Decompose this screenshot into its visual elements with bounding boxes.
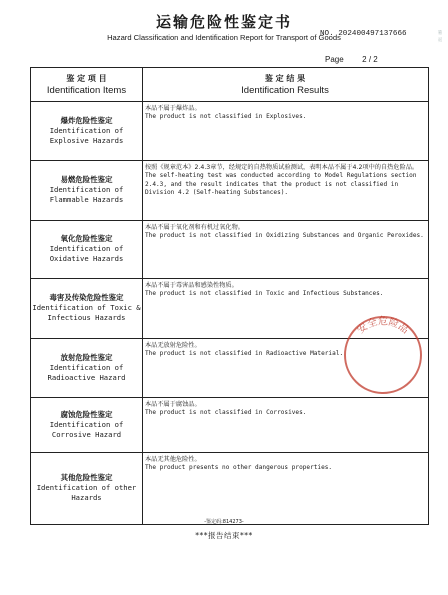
result-cell: [145, 282, 424, 299]
item-name-cn: 氧化危险性鉴定: [60, 234, 113, 243]
item-cell: [31, 452, 142, 524]
result-en: The product is not classified in Oxidizing Substances and Organic Peroxides.: [145, 232, 424, 239]
result-cn: 本品不属于爆炸品。: [145, 105, 201, 112]
result-cn: 按照《规章范本》2.4.3章节，经规定的自热物质试验测试，表明本品不属于4.2项中的自热危险品。: [145, 164, 419, 171]
result-en: The product is not classified in Toxic and Infectious Substances.: [145, 290, 384, 297]
result-cell: [145, 105, 424, 122]
item-name-en: Identification of Toxic & Infectious Hazards: [32, 303, 141, 322]
result-en: The product presents no other dangerous properties.: [145, 464, 333, 471]
item-name-cn: 其他危险性鉴定: [60, 473, 113, 482]
official-seal-stamp: [338, 310, 428, 400]
svg-text:安全危险品: 安全危险品: [355, 316, 411, 337]
result-en: The self-heating test was conducted according to Model Regulations section 2.4.3, and the result indicates that the product is not classified in Division 4.2 (Self-heating Substances).: [145, 172, 417, 197]
result-cell: [145, 224, 424, 241]
page-value: 2 / 2: [362, 55, 378, 64]
item-name-cn: 放射危险性鉴定: [60, 352, 113, 362]
item-name-en: Identification of Oxidative Hazards: [49, 244, 124, 263]
report-end-marker: ***报告结束***: [195, 531, 253, 540]
result-cell: [145, 164, 424, 198]
result-cn: 本品不属于腐蚀品。: [145, 401, 201, 408]
result-cn: 本品不属于毒害品和感染性物质。: [145, 282, 238, 289]
header-item-en: Identification Items: [46, 85, 127, 96]
side-mark: 第二页: [438, 30, 443, 42]
item-cell: [31, 278, 142, 338]
header-result-cell: [142, 68, 428, 101]
table-row: [31, 220, 428, 279]
item-name-en: Identification of Corrosive Hazard: [49, 419, 124, 439]
result-cn: 本品无其他危险性。: [145, 456, 201, 463]
result-cell: [145, 456, 424, 473]
report-title-cn: 运输危险性鉴定书: [155, 13, 292, 31]
result-en: The product is not classified in Corrosives.: [145, 409, 307, 416]
table-row: [31, 397, 428, 453]
result-cn: 本品不属于氧化剂和有机过氧化物。: [145, 224, 244, 231]
table-row: [31, 101, 428, 161]
page-number: [325, 55, 378, 64]
item-cell: [31, 101, 142, 160]
item-name-cn: 易燃危险性鉴定: [60, 175, 113, 184]
item-cell: [31, 397, 142, 452]
page-label: Page: [325, 55, 344, 64]
result-en: The product is not classified in Radioactive Material.: [145, 350, 344, 357]
item-cell: [31, 220, 142, 278]
report-title-en: Hazard Classification and Identification Report for Transport of Goods: [107, 33, 341, 42]
header-result-cn: 鉴 定 结 果: [264, 74, 306, 83]
table-header-row: [31, 68, 428, 102]
item-name-cn: 爆炸危险性鉴定: [60, 115, 113, 125]
item-name-en: Identification of Radioactive Hazard: [47, 362, 126, 382]
item-name-en: Identification of other Hazards: [36, 483, 137, 502]
item-name-en: Identification of Flammable Hazards: [49, 185, 124, 204]
result-en: The product is not classified in Explosives.: [145, 113, 307, 120]
item-name-cn: 毒害及传染危险性鉴定: [49, 293, 124, 302]
item-cell: [31, 160, 142, 220]
table-row: [31, 452, 428, 524]
result-cell: [145, 401, 424, 418]
result-cn: 本品无放射危险性。: [145, 342, 201, 349]
item-name-en: Identification of Explosive Hazards: [49, 125, 124, 145]
item-cell: [31, 338, 142, 397]
stamp-code: -鉴定码:814273-: [204, 519, 244, 525]
report-number: NO. 202400497137666: [320, 30, 407, 38]
item-name-cn: 腐蚀危险性鉴定: [60, 409, 113, 419]
header-item-cn: 鉴 定 项 目: [66, 74, 107, 83]
table-row: [31, 160, 428, 221]
header-result-en: Identification Results: [241, 85, 329, 96]
identification-table: [30, 67, 429, 525]
header-item-cell: [31, 68, 142, 101]
